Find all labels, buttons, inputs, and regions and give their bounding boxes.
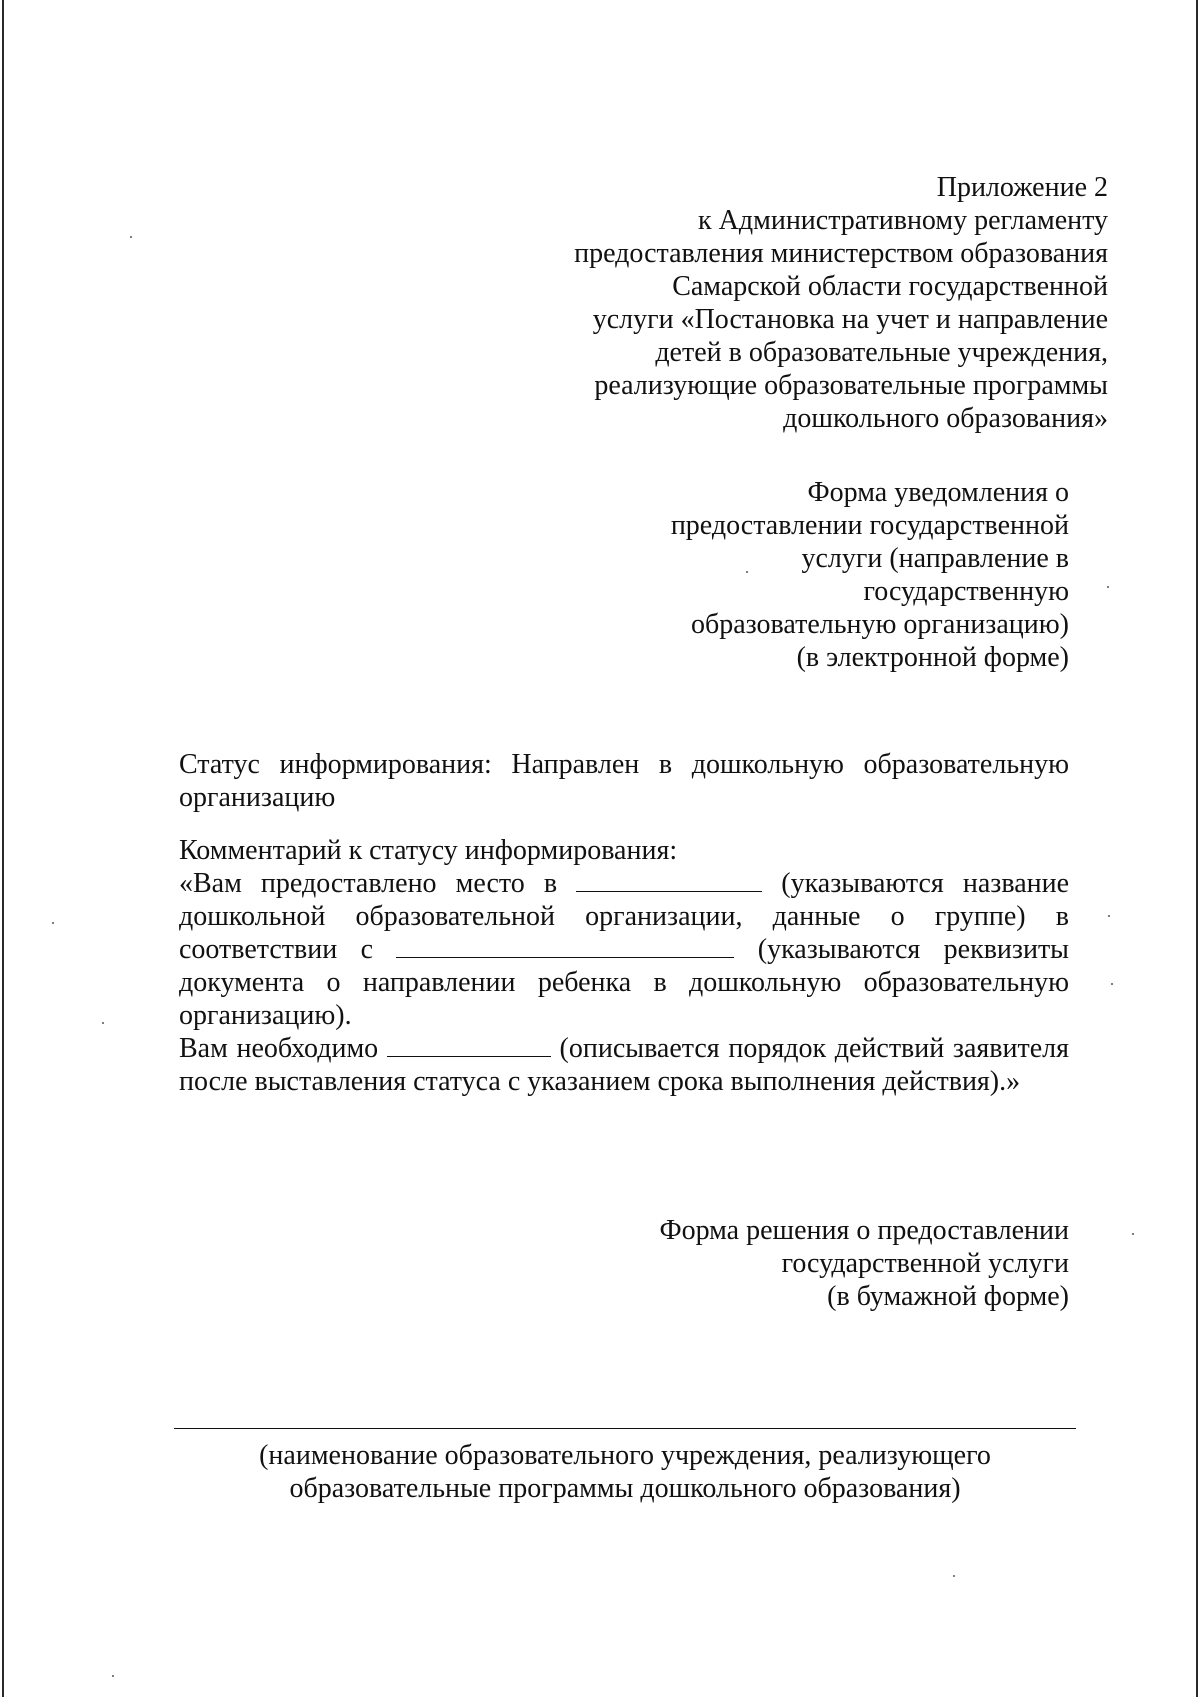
comment-paragraph-2 — [179, 1032, 1069, 1098]
comment-text: (указываются название дошкольной образовательной организации, данные о группе) в соответствии с — [179, 868, 1070, 965]
scan-speck — [1108, 915, 1110, 917]
scan-left-border — [2, 0, 4, 1697]
comment-section — [179, 834, 1069, 1098]
comment-heading: Комментарий к статусу информирования: — [179, 835, 678, 866]
notice-form-line: образовательную организацию) — [690, 609, 1069, 640]
status-paragraph: Статус информирования: Направлен в дошкольную образовательную организацию — [179, 749, 1069, 813]
decision-form-line: государственной услуги — [781, 1248, 1069, 1279]
appendix-line: реализующие образовательные программы — [594, 370, 1108, 401]
appendix-line: к Административному регламенту — [698, 205, 1108, 236]
appendix-line: услуги «Постановка на учет и направление — [592, 304, 1108, 335]
comment-text: (описывается порядок действий заявителя после выставления статуса с указанием срока выполнения действия).» — [179, 1033, 1070, 1097]
scan-speck — [953, 1575, 955, 1577]
caption-line: (наименование образовательного учреждения, реализующего — [259, 1440, 991, 1471]
scan-right-border — [1196, 0, 1198, 1697]
signature-line — [174, 1428, 1076, 1429]
comment-text: (указываются реквизиты документа о направлении ребенка в дошкольную образовательную организацию). — [179, 934, 1069, 1031]
notice-form-title — [509, 476, 1069, 674]
signature-caption — [174, 1439, 1076, 1505]
notice-form-line: услуги (направление в — [801, 543, 1069, 574]
comment-text: «Вам предоставлено место в — [179, 868, 558, 899]
scan-speck — [1132, 1233, 1134, 1235]
notice-form-line: государственную — [863, 576, 1069, 607]
scan-speck — [112, 1675, 114, 1677]
decision-form-line: (в бумажной форме) — [827, 1281, 1069, 1312]
fill-blank — [396, 935, 734, 958]
fill-blank — [576, 869, 762, 892]
decision-form-title — [509, 1214, 1069, 1313]
caption-line: образовательные программы дошкольного образования) — [289, 1473, 961, 1504]
scan-speck — [1107, 586, 1109, 588]
fill-blank — [387, 1034, 551, 1057]
appendix-line: детей в образовательные учреждения, — [655, 337, 1108, 368]
notice-form-line: Форма уведомления о — [807, 477, 1069, 508]
comment-text: Вам необходимо — [179, 1033, 379, 1064]
appendix-line: предоставления министерством образования — [574, 238, 1108, 269]
appendix-line: Самарской области государственной — [672, 271, 1108, 302]
appendix-header — [408, 171, 1108, 435]
decision-form-line: Форма решения о предоставлении — [659, 1215, 1069, 1246]
scan-speck — [746, 571, 748, 573]
scan-speck — [1111, 983, 1113, 985]
appendix-line: Приложение 2 — [936, 172, 1108, 203]
scan-speck — [52, 922, 54, 924]
scan-speck — [130, 236, 132, 238]
notice-form-line: (в электронной форме) — [796, 642, 1069, 673]
scan-speck — [102, 1022, 104, 1024]
notice-form-line: предоставлении государственной — [670, 510, 1069, 541]
comment-paragraph-1 — [179, 867, 1069, 1032]
appendix-line: дошкольного образования» — [783, 403, 1108, 434]
